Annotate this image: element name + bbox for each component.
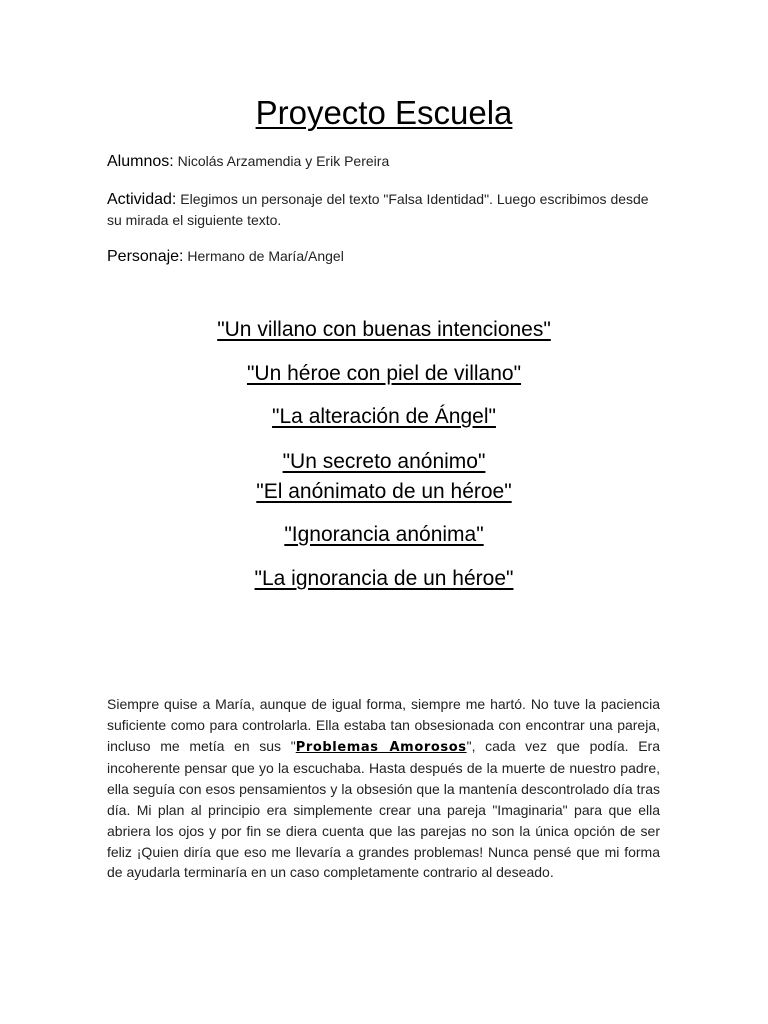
personaje-label: Personaje: [107, 248, 184, 265]
meta-actividad [107, 189, 652, 231]
meta-alumnos [107, 151, 652, 172]
headline: "Un héroe con piel de villano" [246, 362, 522, 385]
document-title: Proyecto Escuela [255, 94, 513, 131]
body-paragraph [107, 694, 660, 883]
actividad-label: Actividad: [107, 191, 177, 208]
headline: "La ignorancia de un héroe" [254, 567, 514, 590]
headline: "Un secreto anónimo" [282, 450, 486, 473]
headline: "Ignorancia anónima" [284, 523, 484, 546]
meta-personaje [107, 246, 652, 267]
alumnos-label: Alumnos: [107, 153, 174, 170]
body-emphasis: Problemas Amorosos [295, 739, 467, 755]
body-text-before: Siempre quise a María, aunque de igual forma, siempre me hartó. No tuve la paciencia suficiente como para controlarla. Ella estaba tan obsesionada con encontrar una pareja, incluso me metía en sus " [107, 696, 660, 754]
alumnos-value: Nicolás Arzamendia y Erik Pereira [177, 153, 390, 169]
personaje-value: Hermano de María/Angel [187, 248, 344, 264]
headline: "El anónimato de un héroe" [256, 480, 512, 503]
actividad-value: Elegimos un personaje del texto "Falsa Identidad". Luego escribimos desde su mirada el siguiente texto. [107, 191, 649, 228]
body-text-after: ", cada vez que podía. Era incoherente pensar que yo la escuchaba. Hasta después de la muerte de nuestro padre, ella seguía con esos pensamientos y la obsesión que la mantenía descontrolado día tras día. Mi plan al principio era simplemente crear una pareja "Imaginaria" para que ella abriera los ojos y por fin se diera cuenta que las parejas no son la única opción de ser feliz ¡Quien diría que eso me llevaría a grandes problemas! Nunca pensé que mi forma de ayudarla terminaría en un caso completamente contrario al deseado. [107, 737, 661, 881]
headline: "Un villano con buenas intenciones" [217, 318, 551, 341]
headline: "La alteración de Ángel" [272, 405, 496, 428]
